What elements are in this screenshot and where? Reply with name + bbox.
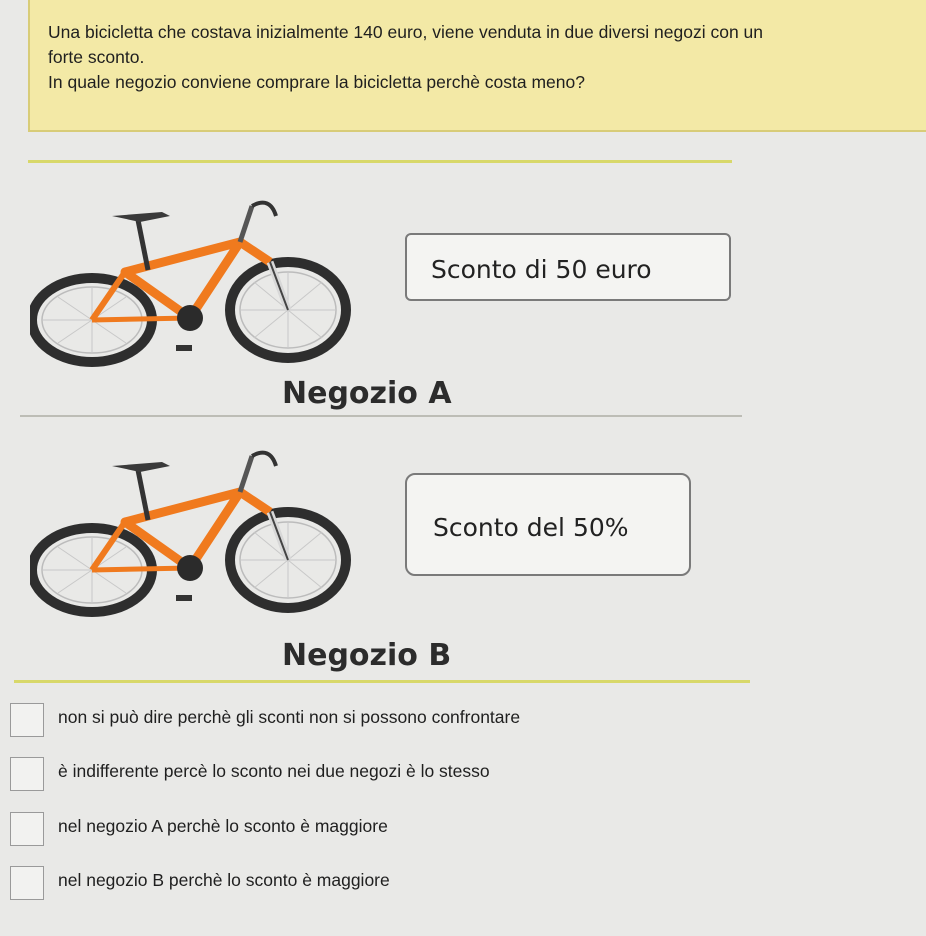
checkbox-icon[interactable] xyxy=(10,757,44,791)
bicycle-icon xyxy=(32,203,346,362)
discount-box-b: Sconto del 50% xyxy=(405,473,691,576)
shop-title-a: Negozio A xyxy=(282,376,452,411)
divider xyxy=(28,160,732,163)
answer-option-2[interactable] xyxy=(10,757,610,797)
answer-option-label: è indifferente percè lo sconto nei due negozi è lo stesso xyxy=(58,761,490,781)
bicycle-icon xyxy=(32,453,346,612)
question-line-1: Una bicicletta che costava inizialmente 140 euro, viene venduta in due diversi negozi con un xyxy=(48,22,764,42)
answer-option-label: non si può dire perchè gli sconti non si possono confrontare xyxy=(58,707,521,727)
answer-option-1[interactable] xyxy=(10,703,610,743)
question-line-3: In quale negozio conviene comprare la bicicletta perchè costa meno? xyxy=(48,72,585,92)
bicycle-illustration-b xyxy=(30,440,360,620)
divider xyxy=(14,680,750,683)
answer-option-label: nel negozio A perchè lo sconto è maggiore xyxy=(58,816,388,836)
answer-option-label: nel negozio B perchè lo sconto è maggiore xyxy=(58,870,390,890)
checkbox-icon[interactable] xyxy=(10,703,44,737)
checkbox-icon[interactable] xyxy=(10,866,44,900)
question-line-2: forte sconto. xyxy=(48,47,145,67)
question-text xyxy=(48,20,908,95)
answer-option-3[interactable] xyxy=(10,812,610,852)
bicycle-illustration-a xyxy=(30,190,360,370)
question-box xyxy=(28,0,926,132)
shop-title-b: Negozio B xyxy=(282,638,452,673)
checkbox-icon[interactable] xyxy=(10,812,44,846)
discount-box-a: Sconto di 50 euro xyxy=(405,233,731,301)
divider xyxy=(20,415,742,417)
answer-option-4[interactable] xyxy=(10,866,610,906)
